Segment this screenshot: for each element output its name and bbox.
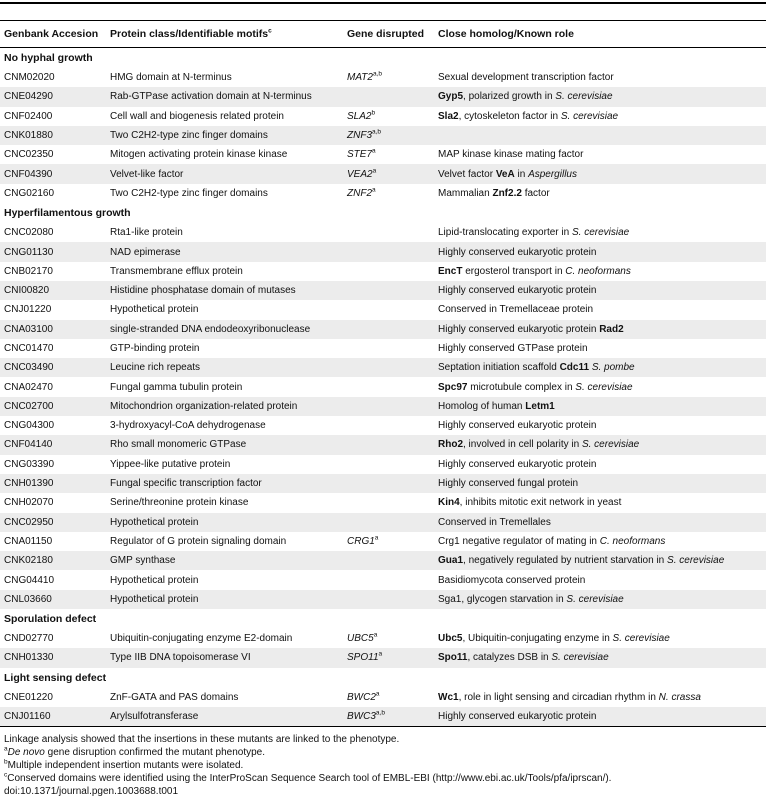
cell-accession: CNJ01160 xyxy=(0,707,106,727)
gene-name: VEA2 xyxy=(347,168,373,180)
cell-accession: CNJ01220 xyxy=(4,304,52,316)
cell-role xyxy=(434,87,766,106)
cell-motif: Fungal gamma tubulin protein xyxy=(110,381,243,393)
role-text: , cytoskeleton factor in xyxy=(458,110,561,122)
table-row xyxy=(0,300,766,319)
table-row xyxy=(0,397,766,416)
cell-accession: CNC02700 xyxy=(0,397,106,416)
gene-footnote-mark: a,b xyxy=(375,709,385,717)
role-text: Letm1 xyxy=(525,400,555,412)
role-text: S. cerevisiae xyxy=(560,110,619,122)
role-text: Znf2.2 xyxy=(492,187,522,199)
table-row xyxy=(0,532,766,551)
role-text: Kin4 xyxy=(438,497,460,509)
role-text: Sga1, glycogen starvation in xyxy=(438,593,567,605)
cell-role xyxy=(434,435,766,454)
cell-motif: Fungal specific transcription factor xyxy=(106,474,343,493)
cell-motif: NAD epimerase xyxy=(106,242,343,261)
cell-motif: GMP synthase xyxy=(106,551,343,570)
table-row xyxy=(0,358,766,377)
cell-role xyxy=(434,68,766,87)
cell-gene xyxy=(343,707,434,727)
footnotes xyxy=(0,727,766,798)
table-row xyxy=(0,455,766,474)
cell-role xyxy=(434,126,766,145)
table-row xyxy=(0,145,766,164)
cell-motif: Histidine phosphatase domain of mutases xyxy=(106,281,343,300)
table-row xyxy=(0,320,766,339)
cell-accession: CNC02950 xyxy=(0,513,106,532)
cell-role xyxy=(434,455,766,474)
gene-footnote-mark: a xyxy=(373,631,378,639)
cell-motif: Yippee-like putative protein xyxy=(110,458,231,470)
cell-role xyxy=(434,532,766,551)
section-row xyxy=(0,668,766,688)
cell-accession: CNG04410 xyxy=(4,574,55,586)
role-text: Septation initiation scaffold xyxy=(438,362,560,374)
cell-motif: Two C2H2-type zinc finger domains xyxy=(110,187,268,199)
cell-gene xyxy=(343,184,434,203)
cell-accession: CNG01130 xyxy=(0,242,106,261)
gene-name: SLA2 xyxy=(347,110,372,122)
cell-motif: Mitochondrion organization-related protein xyxy=(106,397,343,416)
gene-footnote-mark: a xyxy=(372,167,377,175)
table-row xyxy=(0,590,766,609)
cell-accession: CNC01470 xyxy=(4,343,54,354)
table-row xyxy=(0,551,766,570)
role-text: , negatively regulated by nutrient starvation in xyxy=(463,555,668,567)
role-text: Spo11 xyxy=(438,652,468,664)
gene-footnote-mark: b xyxy=(371,109,376,117)
table-row xyxy=(0,242,766,261)
cell-motif: Rho small monomeric GTPase xyxy=(106,435,343,454)
cell-gene xyxy=(343,455,434,474)
cell-role xyxy=(434,300,766,319)
role-text: S. cerevisiae xyxy=(551,652,609,664)
cell-gene xyxy=(343,435,434,454)
gene-footnote-mark: a xyxy=(372,186,376,194)
cell-accession: CNG04300 xyxy=(4,420,55,432)
cell-accession: CNI00820 xyxy=(0,281,106,300)
table-row xyxy=(0,87,766,106)
cell-motif: Velvet-like factor xyxy=(106,164,343,183)
cell-accession: CNH02070 xyxy=(4,497,54,509)
cell-gene xyxy=(343,493,434,512)
cell-role xyxy=(434,281,766,300)
cell-role xyxy=(434,358,766,377)
cell-accession: CNC02080 xyxy=(4,227,54,239)
cell-motif: Two C2H2-type zinc finger domains xyxy=(106,126,343,145)
role-text: , Ubiquitin-conjugating enzyme in xyxy=(462,633,613,645)
section-row xyxy=(0,48,766,69)
cell-accession: CNA01150 xyxy=(4,535,53,547)
footnote-c: $^c$Conserved domains were identified using the InterProScan Sequence Search tool of EMBL-EBI (http://www.ebi.ac.uk/Tools/pfa/iprscan/). xyxy=(4,771,612,785)
cell-accession: CNA02470 xyxy=(4,381,53,393)
cell-gene xyxy=(343,164,434,183)
gene-footnote-mark: a xyxy=(372,148,376,155)
role-text: Velvet factor xyxy=(438,168,496,180)
table-row xyxy=(0,707,766,727)
cell-motif: Hypothetical protein xyxy=(110,304,199,316)
role-text: Highly conserved eukaryotic protein xyxy=(438,246,597,258)
header-accession: Genbank Accesion xyxy=(0,21,106,48)
gene-footnote-mark: a,b xyxy=(372,128,382,136)
role-text: S. cerevisiae xyxy=(555,91,613,103)
doi: doi:10.1371/journal.pgen.1003688.t001 xyxy=(4,786,179,798)
role-text: microtubule complex in xyxy=(467,381,576,393)
cell-motif: Mitogen activating protein kinase kinase xyxy=(110,149,288,161)
role-text: Basidiomycota conserved protein xyxy=(438,574,586,586)
cell-gene xyxy=(343,126,434,145)
section-row xyxy=(0,609,766,629)
table-figure xyxy=(0,2,766,798)
cell-gene xyxy=(343,397,434,416)
cell-motif: Rta1-like protein xyxy=(110,227,183,239)
cell-motif: Leucine rich repeats xyxy=(106,358,343,377)
cell-motif: GTP-binding protein xyxy=(110,343,200,354)
table-body xyxy=(0,48,766,727)
cell-accession: CNG02160 xyxy=(4,187,55,199)
role-text: S. cerevisiae xyxy=(575,381,633,393)
table-row xyxy=(0,513,766,532)
role-text: S. cerevisiae xyxy=(566,593,624,605)
table-row xyxy=(0,126,766,145)
cell-gene xyxy=(343,474,434,493)
role-text: Aspergillus xyxy=(528,168,577,180)
section-title: Hyperfilamentous growth xyxy=(4,207,131,220)
table-row xyxy=(0,416,766,435)
footnote-a: $^a$De novo gene disruption confirmed the mutant phenotype. xyxy=(4,745,266,759)
cell-gene xyxy=(343,570,434,589)
cell-accession: CNH01330 xyxy=(0,648,106,667)
cell-gene xyxy=(343,416,434,435)
cell-gene xyxy=(343,339,434,358)
gene-footnote-mark: a xyxy=(378,651,383,659)
table-row xyxy=(0,629,766,648)
header-protein-class: Protein class/Identifiable motifs$^c$ xyxy=(106,21,343,48)
cell-gene xyxy=(343,629,434,648)
role-text: VeA xyxy=(495,168,515,180)
table-row xyxy=(0,339,766,358)
cell-gene xyxy=(343,223,434,242)
cell-role xyxy=(434,184,766,203)
table-row xyxy=(0,184,766,203)
gene-name: STE7 xyxy=(347,149,373,161)
role-text: N. crassa xyxy=(658,691,701,703)
table-row xyxy=(0,435,766,454)
cell-motif: Transmembrane efflux protein xyxy=(110,265,243,277)
role-text: Lipid-translocating exporter in xyxy=(438,227,572,239)
cell-role xyxy=(434,164,766,183)
footnote-linkage: Linkage analysis showed that the insertions in these mutants are linked to the phenotype. xyxy=(4,734,400,746)
cell-gene xyxy=(343,242,434,261)
cell-role xyxy=(434,242,766,261)
role-text: Sexual development transcription factor xyxy=(438,72,614,84)
role-text: MAP kinase kinase mating factor xyxy=(438,149,584,161)
role-text: S. cerevisiae xyxy=(667,555,725,567)
table-row xyxy=(0,648,766,667)
cell-motif: Hypothetical protein xyxy=(106,590,343,609)
table-row xyxy=(0,164,766,183)
role-text: Sla2 xyxy=(438,110,459,122)
cell-gene xyxy=(343,358,434,377)
cell-gene xyxy=(343,551,434,570)
role-text: Highly conserved eukaryotic protein xyxy=(438,458,597,470)
role-text: Ubc5 xyxy=(438,633,463,645)
cell-motif: Cell wall and biogenesis related protein xyxy=(110,110,284,122)
role-text: , role in light sensing and circadian rhythm in xyxy=(458,691,659,703)
role-text: EncT xyxy=(438,265,463,277)
cell-accession: CNE01220 xyxy=(4,691,53,703)
cell-role xyxy=(434,590,766,609)
cell-accession: CNK02180 xyxy=(0,551,106,570)
cell-role xyxy=(434,339,766,358)
role-text: S. cerevisiae xyxy=(571,227,630,239)
cell-gene xyxy=(343,300,434,319)
cell-motif: Serine/threonine protein kinase xyxy=(110,497,249,509)
role-text: Conserved in Tremellales xyxy=(438,516,551,528)
section-title: Light sensing defect xyxy=(4,671,107,684)
cell-role xyxy=(434,707,766,727)
cell-motif: Hypothetical protein xyxy=(110,574,199,586)
gene-footnote-mark: a xyxy=(375,690,380,698)
table-row xyxy=(0,262,766,281)
cell-gene xyxy=(343,377,434,396)
role-text: Highly conserved eukaryotic protein xyxy=(438,711,597,723)
cell-role xyxy=(434,688,766,707)
gene-name: CRG1 xyxy=(347,535,375,547)
cell-role xyxy=(434,570,766,589)
cell-motif: Type IIB DNA topoisomerase VI xyxy=(106,648,343,667)
cell-accession: CND02770 xyxy=(4,633,54,645)
cell-accession: CNL03660 xyxy=(0,590,106,609)
role-text: C. neoformans xyxy=(565,265,631,277)
cell-motif: Arylsulfotransferase xyxy=(106,707,343,727)
cell-gene xyxy=(343,532,434,551)
cell-role xyxy=(434,377,766,396)
cell-motif: Hypothetical protein xyxy=(106,513,343,532)
role-text: S. cerevisiae xyxy=(612,633,670,645)
data-table xyxy=(0,21,766,727)
cell-role xyxy=(434,648,766,667)
role-text: Homolog of human xyxy=(438,400,526,412)
role-text: Highly conserved eukaryotic protein xyxy=(438,420,597,432)
cell-gene xyxy=(343,145,434,164)
cell-role xyxy=(434,474,766,493)
gene-name: ZNF3 xyxy=(347,130,372,142)
role-text: Rad2 xyxy=(599,323,624,335)
cell-motif: HMG domain at N-terminus xyxy=(110,72,232,84)
cell-motif: Rab-GTPase activation domain at N-terminus xyxy=(106,87,343,106)
cell-gene xyxy=(343,320,434,339)
table-row xyxy=(0,68,766,87)
cell-role xyxy=(434,262,766,281)
role-text: C. neoformans xyxy=(599,535,666,547)
role-text: Gyp5 xyxy=(438,91,464,103)
cell-gene xyxy=(343,281,434,300)
cell-accession: CNF04390 xyxy=(0,164,106,183)
cell-gene xyxy=(343,590,434,609)
gene-name: ZNF2 xyxy=(347,187,372,199)
role-text: Mammalian xyxy=(438,187,493,199)
cell-gene xyxy=(343,513,434,532)
cell-accession: CNC02350 xyxy=(4,149,54,161)
footnote-b: $^b$Multiple independent insertion mutants were isolated. xyxy=(4,758,244,772)
header-row xyxy=(0,21,766,48)
cell-accession: CNF04140 xyxy=(0,435,106,454)
cell-gene xyxy=(343,648,434,667)
cell-accession: CNG03390 xyxy=(4,458,55,470)
cell-motif: Ubiquitin-conjugating enzyme E2-domain xyxy=(110,633,293,645)
gene-footnote-mark: a xyxy=(374,534,379,542)
cell-motif: 3-hydroxyacyl-CoA dehydrogenase xyxy=(110,420,266,432)
role-text: factor xyxy=(521,187,550,199)
role-text: Crg1 negative regulator of mating in xyxy=(438,535,600,547)
cell-accession: CNE04290 xyxy=(0,87,106,106)
cell-accession: CNB02170 xyxy=(4,265,53,277)
role-text: , catalyzes DSB in xyxy=(467,652,552,664)
role-text: S. pombe xyxy=(591,362,635,374)
role-text: ergosterol transport in xyxy=(462,265,566,277)
gene-name: BWC3 xyxy=(347,711,376,723)
section-title: No hyphal growth xyxy=(4,52,93,64)
role-text: in xyxy=(514,168,529,180)
cell-motif: Regulator of G protein signaling domain xyxy=(110,535,287,547)
table-row xyxy=(0,570,766,589)
cell-gene xyxy=(343,87,434,106)
section-row xyxy=(0,203,766,223)
cell-role xyxy=(434,107,766,126)
role-text: , polarized growth in xyxy=(463,91,556,103)
cell-gene xyxy=(343,68,434,87)
cell-role xyxy=(434,145,766,164)
role-text: , inhibits mitotic exit network in yeast xyxy=(459,497,622,509)
cell-accession: CNC03490 xyxy=(0,358,106,377)
role-text: Cdc11 xyxy=(559,362,590,374)
cell-accession: CNA03100 xyxy=(0,320,106,339)
cell-role xyxy=(434,320,766,339)
gene-name: UBC5 xyxy=(347,633,374,645)
cell-motif: single-stranded DNA endodeoxyribonuclease xyxy=(106,320,343,339)
table-row xyxy=(0,688,766,707)
role-text: Highly conserved eukaryotic protein xyxy=(438,285,597,297)
role-text: Wc1 xyxy=(438,691,459,703)
role-text: Highly conserved eukaryotic protein xyxy=(438,323,600,335)
cell-gene xyxy=(343,262,434,281)
table-row xyxy=(0,107,766,126)
cell-motif: ZnF-GATA and PAS domains xyxy=(110,691,239,703)
table-row xyxy=(0,281,766,300)
role-text: Gua1 xyxy=(438,555,464,567)
table-row xyxy=(0,493,766,512)
cell-role xyxy=(434,397,766,416)
cell-accession: CNF02400 xyxy=(4,110,53,122)
gene-name: BWC2 xyxy=(347,691,376,703)
role-text: Highly conserved GTPase protein xyxy=(438,343,588,354)
cell-accession: CNK01880 xyxy=(0,126,106,145)
role-text: Conserved in Tremellaceae protein xyxy=(438,304,594,316)
role-text: S. cerevisiae xyxy=(581,439,640,451)
section-title: Sporulation defect xyxy=(4,613,97,626)
role-text: Highly conserved fungal protein xyxy=(438,478,579,490)
header-gene-disrupted: Gene disrupted xyxy=(343,21,434,48)
gene-name: SPO11 xyxy=(347,652,379,664)
role-text: Spc97 xyxy=(438,381,468,393)
cell-role xyxy=(434,551,766,570)
cell-role xyxy=(434,629,766,648)
table-row xyxy=(0,474,766,493)
gene-footnote-mark: a,b xyxy=(372,70,382,78)
gene-name: MAT2 xyxy=(347,72,373,84)
table-row xyxy=(0,223,766,242)
cell-accession: CNM02020 xyxy=(4,72,55,84)
cell-role xyxy=(434,493,766,512)
table-row xyxy=(0,377,766,396)
cell-role xyxy=(434,223,766,242)
cell-role xyxy=(434,513,766,532)
header-homolog-role: Close homolog/Known role xyxy=(434,21,766,48)
cell-gene xyxy=(343,688,434,707)
cell-accession: CNH01390 xyxy=(0,474,106,493)
cell-role xyxy=(434,416,766,435)
role-text: Rho2 xyxy=(438,439,463,451)
cell-gene xyxy=(343,107,434,126)
role-text: , involved in cell polarity in xyxy=(463,439,582,451)
